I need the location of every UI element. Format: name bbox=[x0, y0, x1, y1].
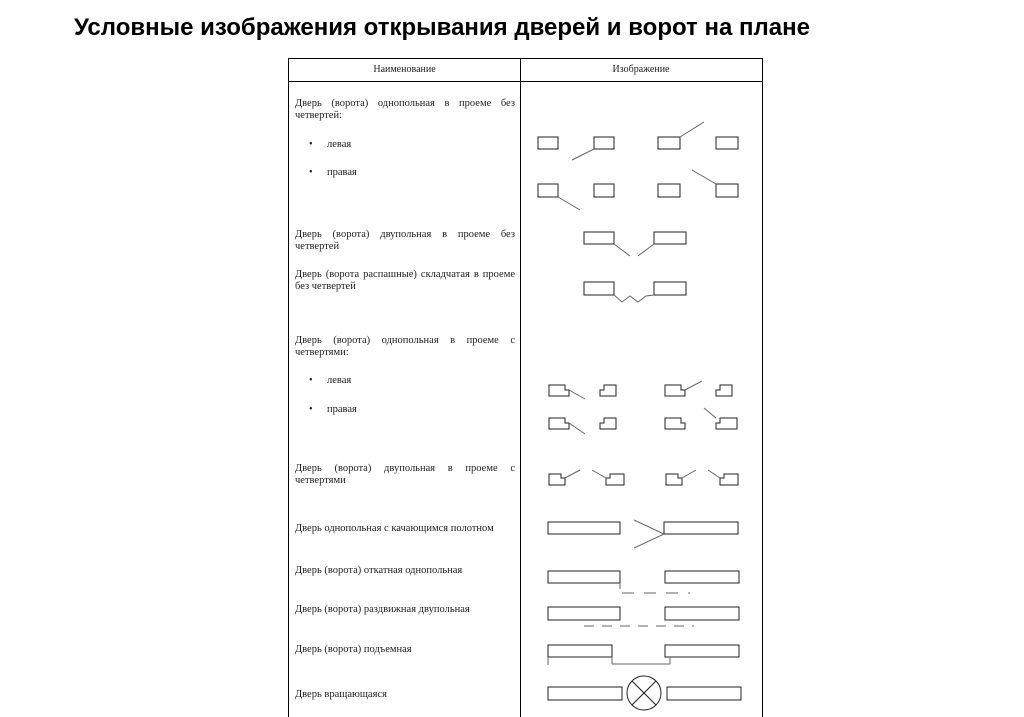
bullet-left: • левая bbox=[309, 375, 351, 386]
bullet-left: • левая bbox=[309, 139, 351, 150]
row-lifting-door: Дверь (ворота) подъемная bbox=[295, 644, 412, 655]
bullet-right: • правая bbox=[309, 167, 357, 178]
row-double-leaf-rebated: Дверь (ворота) двупольная в проеме с четвертями bbox=[295, 463, 515, 486]
column-header-image: Изображение bbox=[612, 64, 670, 75]
sliding-double-symbol bbox=[548, 607, 739, 626]
double-leaf-rebated-symbol bbox=[549, 470, 738, 485]
lifting-door-symbol bbox=[548, 645, 739, 665]
single-leaf-right-symbol bbox=[538, 170, 738, 210]
column-header-name: Наименование bbox=[373, 64, 436, 75]
sliding-single-symbol bbox=[548, 571, 739, 593]
row-single-leaf-no-rebate: Дверь (ворота) однопольная в проеме без четвертей: bbox=[295, 98, 515, 121]
row-sliding-single: Дверь (ворота) откатная однопольная bbox=[295, 565, 463, 576]
bullet-right: • правая bbox=[309, 404, 357, 415]
row-folding-door: Дверь (ворота распашные) складчатая в проеме без четвертей bbox=[295, 269, 515, 292]
row-swinging-door: Дверь однопольная с качающимся полотном bbox=[295, 523, 494, 534]
double-leaf-symbol bbox=[584, 232, 686, 256]
rebated-right-symbol bbox=[549, 408, 737, 434]
single-leaf-left-symbol bbox=[538, 122, 738, 160]
row-sliding-double: Дверь (ворота) раздвижная двупольная bbox=[295, 604, 470, 615]
swinging-door-symbol bbox=[548, 520, 738, 548]
page-title: Условные изображения открывания дверей и ворот на плане bbox=[74, 14, 810, 41]
row-double-leaf-no-rebate: Дверь (ворота) двупольная в проеме без четвертей bbox=[295, 229, 515, 252]
row-revolving-door: Дверь вращающаяся bbox=[295, 689, 387, 700]
row-single-leaf-rebated: Дверь (ворота) однопольная в проеме с четвертями: bbox=[295, 335, 515, 358]
rebated-left-symbol bbox=[549, 381, 732, 399]
revolving-door-symbol bbox=[548, 676, 741, 710]
folding-door-symbol bbox=[584, 282, 686, 302]
